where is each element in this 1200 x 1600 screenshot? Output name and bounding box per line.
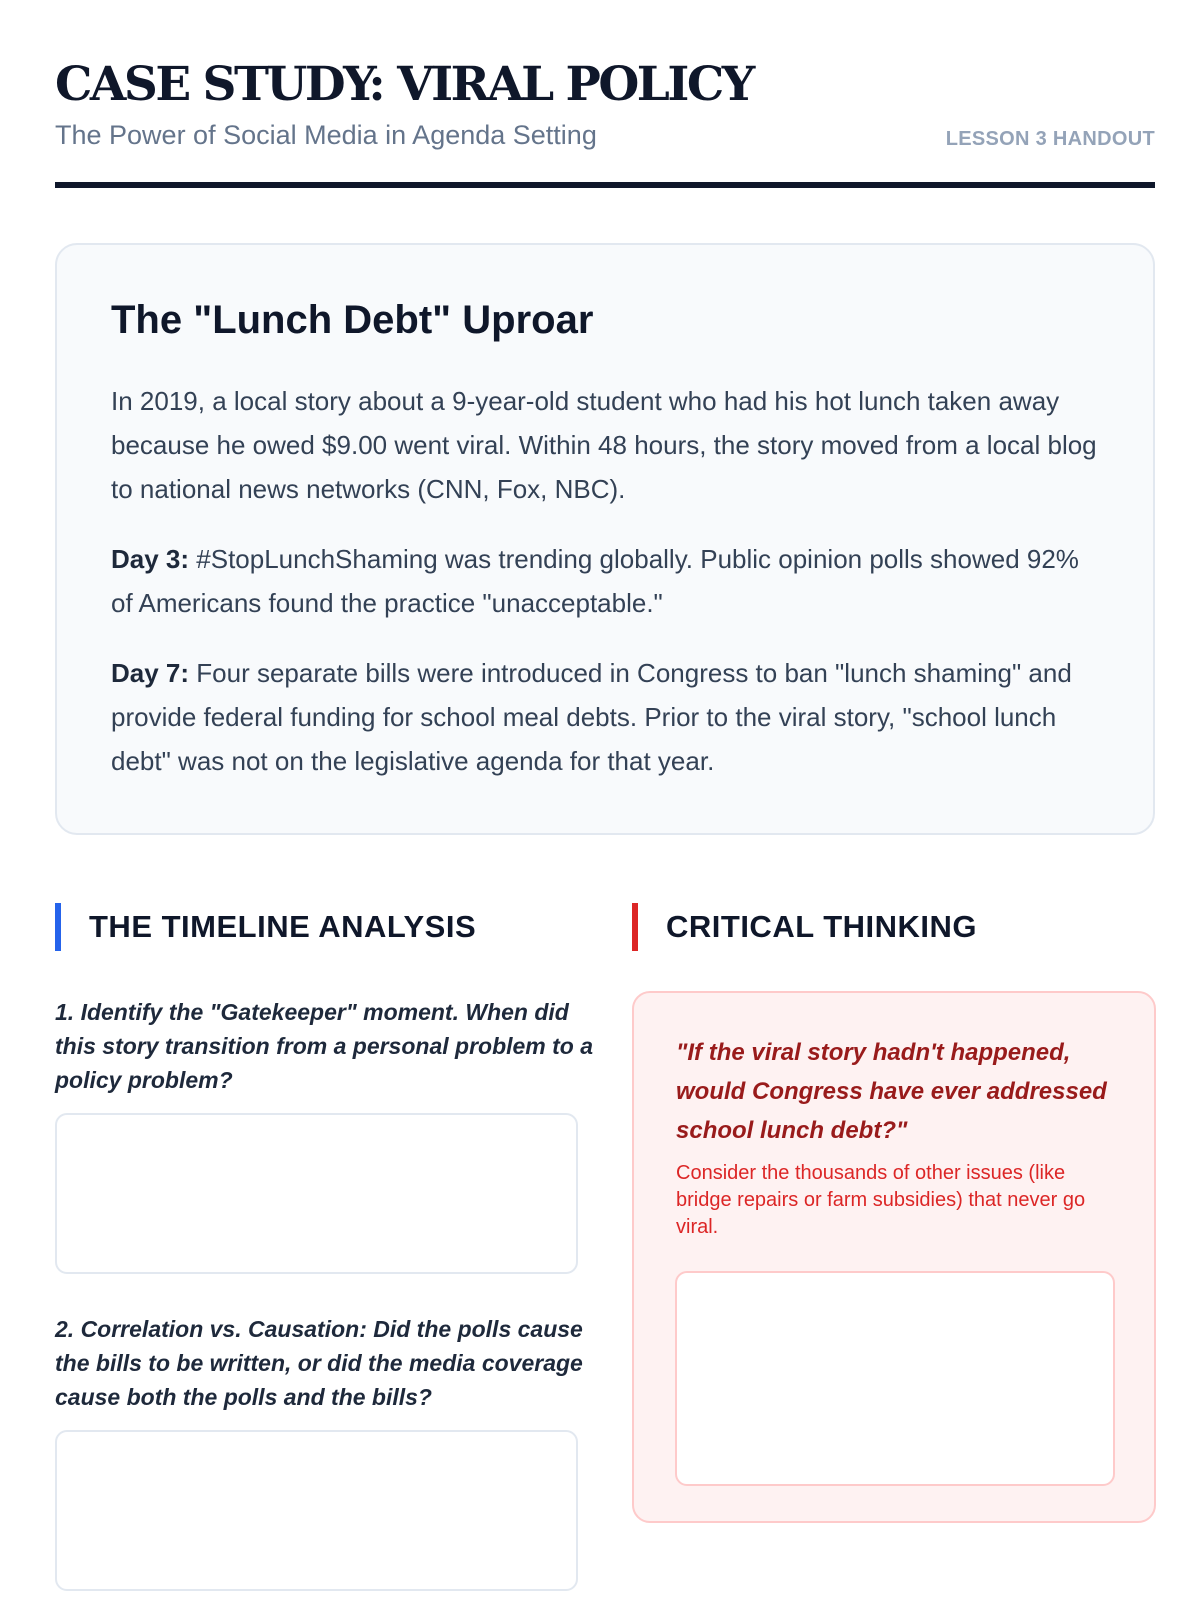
- header-divider: [55, 182, 1155, 188]
- page-header: [55, 57, 1155, 150]
- timeline-heading-text: THE TIMELINE ANALYSIS: [89, 909, 477, 944]
- page-title: CASE STUDY: VIRAL POLICY: [55, 57, 753, 112]
- story-heading: The "Lunch Debt" Uproar: [111, 298, 594, 342]
- story-day7: [111, 651, 1101, 783]
- timeline-accent-bar: [55, 903, 61, 951]
- critical-section-heading: [632, 903, 977, 951]
- critical-heading-text: CRITICAL THINKING: [666, 909, 978, 944]
- day7-label: Day 7:: [111, 658, 190, 688]
- page-subtitle: The Power of Social Media in Agenda Setting: [55, 120, 597, 150]
- story-day3: [111, 537, 1101, 625]
- question-2: 2. Correlation vs. Causation: Did the polls cause the bills to be written, or did the media coverage cause both the polls and the bills?: [55, 1316, 583, 1410]
- answer-box-2[interactable]: [55, 1430, 578, 1591]
- timeline-section-heading: [55, 903, 476, 951]
- critical-thinking-box: [632, 991, 1156, 1523]
- critical-note: Consider the thousands of other issues (like bridge repairs or farm subsidies) that never go viral.: [676, 1162, 1086, 1238]
- answer-box-1[interactable]: [55, 1113, 578, 1274]
- critical-accent-bar: [632, 903, 638, 951]
- critical-answer-box[interactable]: [675, 1271, 1115, 1486]
- lesson-tag: LESSON 3 HANDOUT: [945, 128, 1155, 150]
- day3-text: #StopLunchShaming was trending globally. Public opinion polls showed 92% of Americans found the practice "unacceptable.": [111, 544, 1079, 618]
- question-1: 1. Identify the "Gatekeeper" moment. When did this story transition from a personal problem to a policy problem?: [55, 999, 594, 1093]
- day7-text: Four separate bills were introduced in Congress to ban "lunch shaming" and provide federal funding for school meal debts. Prior to the viral story, "school lunch debt" was not on the legislative agenda for that year.: [111, 658, 1072, 776]
- day3-label: Day 3:: [111, 544, 190, 574]
- case-story-box: [55, 243, 1155, 835]
- story-intro: In 2019, a local story about a 9-year-old student who had his hot lunch taken away because he owed $9.00 went viral. Within 48 hours, the story moved from a local blog to national news networks (CNN, Fox, NBC).: [111, 386, 1097, 504]
- critical-quote: "If the viral story hadn't happened, would Congress have ever addressed school lunch debt?": [676, 1039, 1107, 1144]
